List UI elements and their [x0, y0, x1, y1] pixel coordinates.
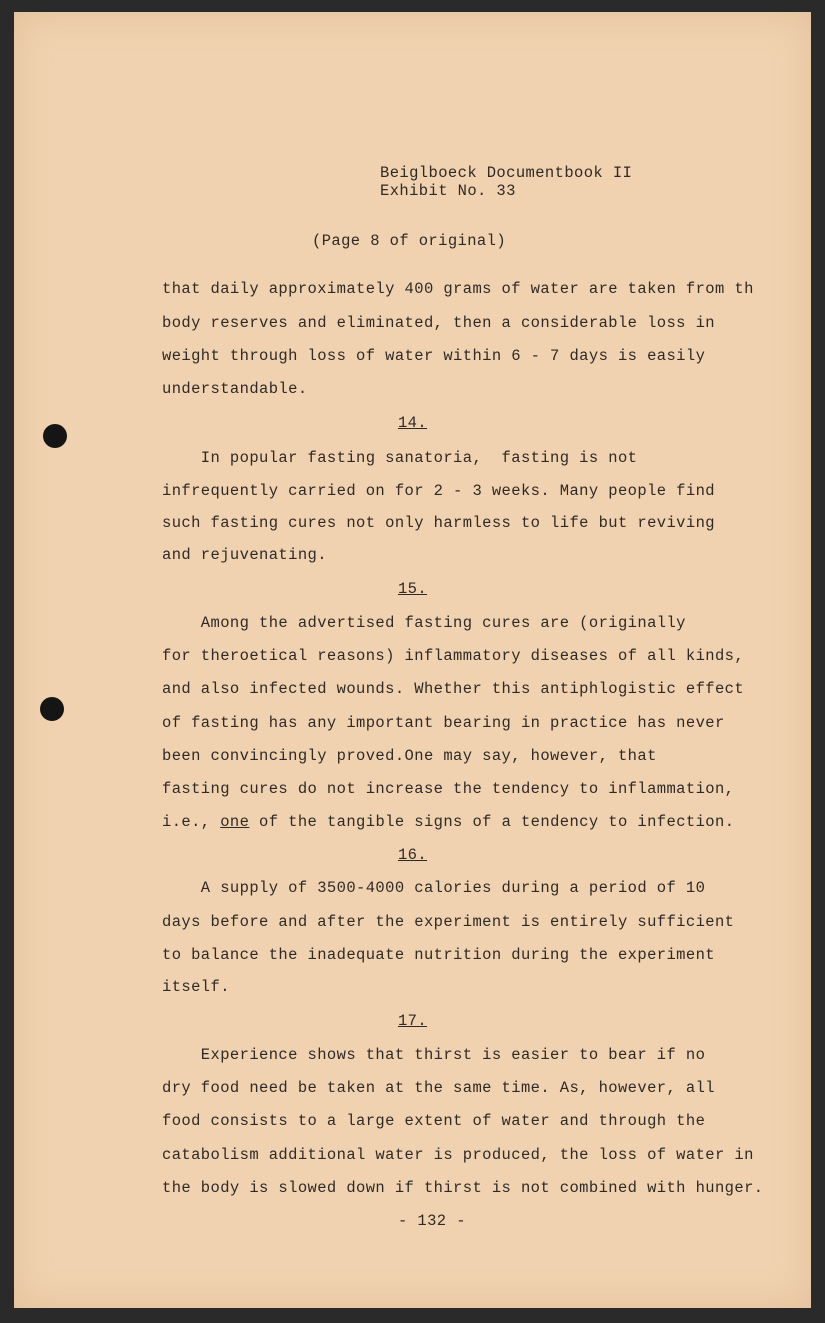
section-15-line-2: for theroetical reasons) inflammatory diseases of all kinds, [162, 647, 745, 665]
punch-hole-lower [40, 697, 64, 721]
section-15-line-1: Among the advertised fasting cures are (originally [162, 614, 686, 632]
ie-text: i.e., [162, 813, 221, 831]
section-16-line-4: itself. [162, 978, 230, 996]
section-15-line-4: of fasting has any important bearing in practice has never [162, 714, 725, 732]
exhibit-number: Exhibit No. 33 [380, 182, 516, 200]
section-17-line-3: food consists to a large extent of water and through the [162, 1112, 706, 1130]
section-17-line-2: dry food need be taken at the same time. As, however, all [162, 1079, 715, 1097]
section-15-line-3: and also infected wounds. Whether this antiphlogistic effect [162, 680, 745, 698]
section-number-15: 15. [397, 580, 428, 598]
section-16-line-3: to balance the inadequate nutrition during the experiment [162, 946, 715, 964]
section-14-line-3: such fasting cures not only harmless to life but reviving [162, 514, 715, 532]
section-17-line-1: Experience shows that thirst is easier to bear if no [162, 1046, 706, 1064]
section-14-line-4: and rejuvenating. [162, 546, 327, 564]
intro-line-3: weight through loss of water within 6 - 7 days is easily [162, 347, 706, 365]
section-17-line-4: catabolism additional water is produced, the loss of water in [162, 1146, 754, 1164]
page-number: - 132 - [398, 1212, 466, 1230]
original-page-note: (Page 8 of original) [312, 232, 507, 250]
section-15-line-5: been convincingly proved.One may say, however, that [162, 747, 657, 765]
section-14-line-1: In popular fasting sanatoria, fasting is not [162, 449, 638, 467]
intro-line-2: body reserves and eliminated, then a considerable loss in [162, 314, 715, 332]
section-17-line-5: the body is slowed down if thirst is not combined with hunger. [162, 1179, 764, 1197]
section-number-16: 16. [397, 846, 428, 864]
emphasis-one: one [220, 813, 250, 831]
intro-line-1: that daily approximately 400 grams of water are taken from th [162, 280, 754, 298]
section-16-line-2: days before and after the experiment is entirely sufficient [162, 913, 735, 931]
document-book-title: Beiglboeck Documentbook II [380, 164, 633, 182]
intro-line-4: understandable. [162, 380, 308, 398]
document-page [14, 12, 811, 1308]
section-15-line-6: fasting cures do not increase the tendency to inflammation, [162, 780, 735, 798]
section-number-14: 14. [397, 414, 428, 432]
section-number-17: 17. [397, 1012, 428, 1030]
section-15-line-7 [162, 813, 734, 831]
section-16-line-1: A supply of 3500-4000 calories during a period of 10 [162, 879, 706, 897]
section-14-line-2: infrequently carried on for 2 - 3 weeks. Many people find [162, 482, 715, 500]
section-15-line-7-tail: of the tangible signs of a tendency to infection. [249, 813, 735, 831]
